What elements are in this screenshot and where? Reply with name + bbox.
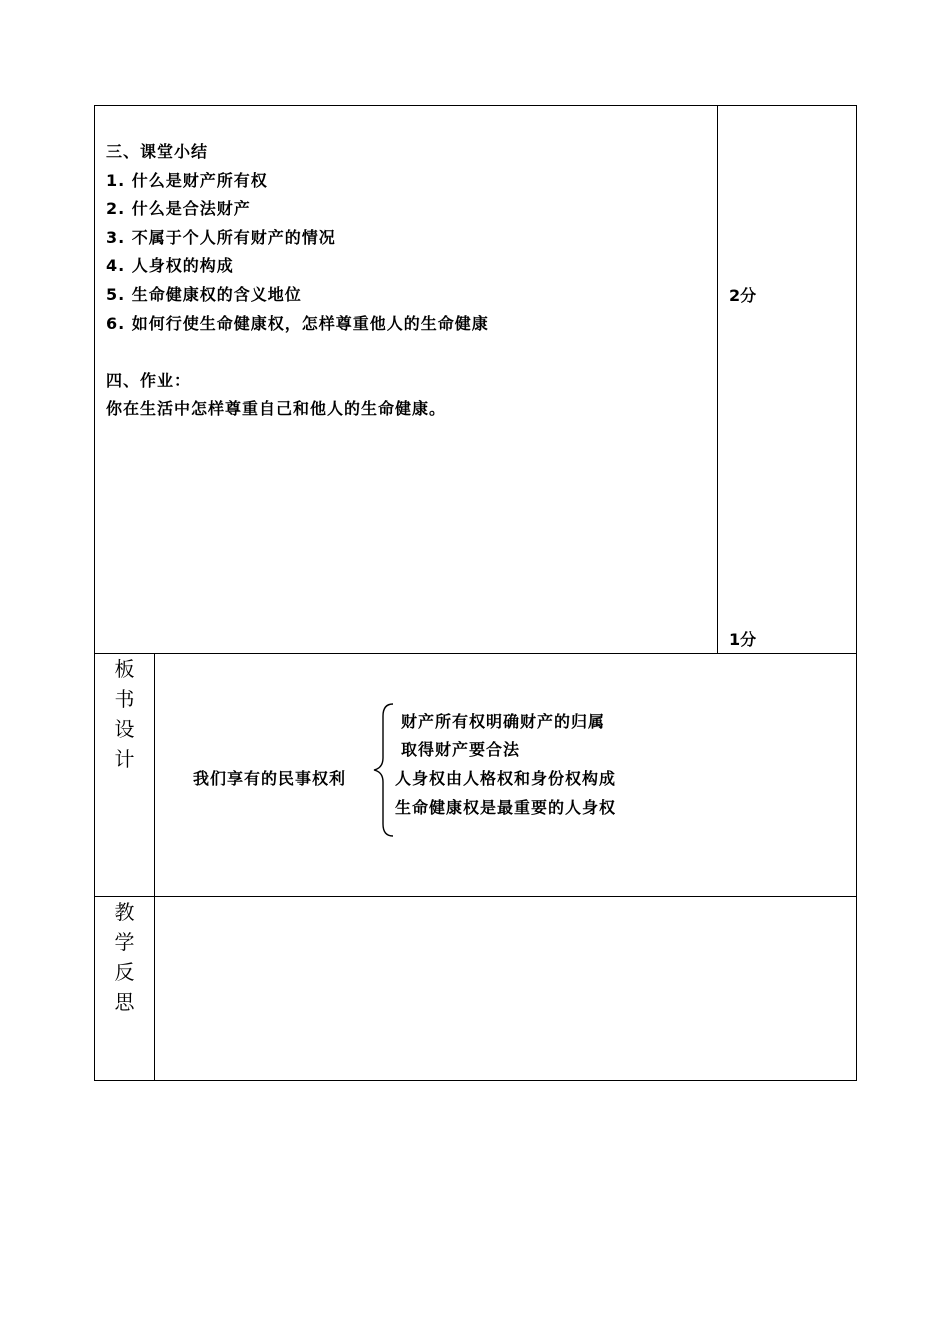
lesson-plan-table — [94, 105, 857, 1081]
lesson-plan-sheet — [94, 105, 856, 1079]
score-summary: 2分 — [729, 286, 757, 305]
summary-item: 2. 什么是合法财产 — [106, 199, 251, 219]
reflection-content-cell[interactable] — [155, 897, 857, 1081]
score-cell — [718, 106, 857, 654]
summary-content — [106, 138, 489, 424]
board-design-label: 板书设计 — [114, 657, 135, 771]
summary-cell — [95, 106, 718, 654]
board-branch: 财产所有权明确财产的归属 — [401, 712, 606, 731]
reflection-label-cell — [95, 897, 155, 1081]
homework-heading: 四、作业： — [106, 370, 192, 390]
summary-item: 3. 不属于个人所有财产的情况 — [106, 227, 336, 247]
curly-brace-icon — [371, 702, 397, 838]
board-design-label-cell — [95, 654, 155, 897]
board-branch: 人身权由人格权和身份权构成 — [395, 769, 617, 788]
board-branch: 取得财产要合法 — [401, 740, 521, 759]
summary-heading: 三、课堂小结 — [106, 142, 209, 161]
board-design-row — [95, 654, 857, 897]
board-root-topic: 我们享有的民事权利 — [193, 769, 347, 788]
summary-row — [95, 106, 857, 654]
score-homework: 1分 — [729, 630, 757, 649]
reflection-row — [95, 897, 857, 1081]
reflection-label: 教学反思 — [114, 900, 135, 1014]
spacer — [106, 338, 489, 367]
summary-item: 4. 人身权的构成 — [106, 256, 234, 276]
summary-item: 1. 什么是财产所有权 — [106, 170, 268, 190]
summary-item: 5. 生命健康权的含义地位 — [106, 284, 302, 304]
board-branch: 生命健康权是最重要的人身权 — [395, 798, 617, 817]
summary-item: 6. 如何行使生命健康权，怎样尊重他人的生命健康 — [106, 313, 489, 333]
board-design-cell — [155, 654, 857, 897]
board-design-diagram — [155, 654, 856, 896]
homework-text: 你在生活中怎样尊重自己和他人的生命健康。 — [106, 399, 447, 419]
